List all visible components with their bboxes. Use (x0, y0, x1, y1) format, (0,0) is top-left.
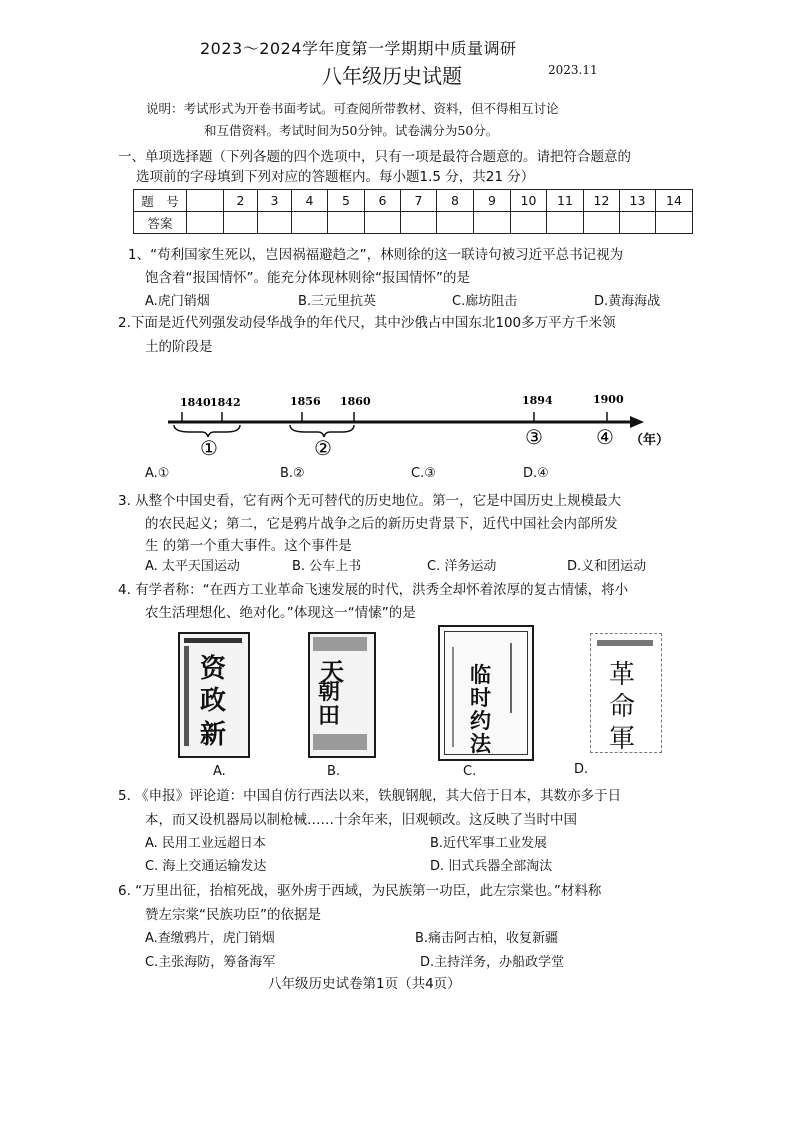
q5-option-a[interactable]: A. 民用工业远超日本 (145, 836, 266, 851)
answer-cell[interactable] (187, 212, 224, 234)
q6-option-b[interactable]: B.痛击阿古柏，收复新疆 (415, 931, 559, 946)
q6-option-d[interactable]: D.主持洋务，办船政学堂 (420, 955, 565, 970)
cover-glyph: 新 (200, 720, 227, 750)
table-row-label: 答案 (134, 212, 187, 234)
q5-option-c[interactable]: C. 海上交通运输发达 (145, 859, 267, 874)
question-number-cell: 8 (437, 190, 474, 212)
exam-title-line1: 2023～2024学年度第一学期期中质量调研 (200, 39, 517, 58)
answer-cell[interactable] (511, 212, 547, 234)
q6-option-c[interactable]: C.主张海防，筹备海军 (145, 955, 276, 970)
q2-option-d[interactable]: D.④ (523, 466, 549, 481)
question-number-cell: 7 (401, 190, 437, 212)
q1-option-d[interactable]: D.黄海海战 (594, 294, 661, 309)
cover-glyph: 临 (470, 662, 491, 687)
answer-cell[interactable] (656, 212, 693, 234)
q5-stem-line1: 5. 《申报》评论道：中国自仿行西法以来，铁舰钢舰，其大倍于日本，其数亦多于日 (118, 788, 622, 804)
question-number-cell: 9 (474, 190, 511, 212)
q2-timeline (160, 385, 700, 465)
cover-glyph: 约 (470, 708, 491, 733)
book-cover-a[interactable] (178, 632, 250, 758)
q6-stem-line2: 赞左宗棠“民族功臣”的依据是 (145, 907, 321, 923)
answer-cell[interactable] (584, 212, 620, 234)
book-cover-d[interactable] (590, 633, 662, 753)
year-label: 1860 (340, 395, 371, 408)
table-row-label: 题 号 (134, 190, 187, 212)
q2-option-c[interactable]: C.③ (411, 466, 436, 481)
q6-stem-line1: 6. “万里出征，抬棺死战，驱外虏于西域，为民族第一功臣，此左宗棠也。”材料称 (118, 883, 602, 899)
cover-glyph: 政 (200, 686, 227, 716)
question-number-cell: 4 (292, 190, 328, 212)
cover-glyph: 天 (320, 657, 344, 686)
q3-stem-line1: 3. 从整个中国史看，它有两个无可替代的历史地位。第一，它是中国历史上规模最大 (118, 493, 622, 509)
question-number-cell: 13 (620, 190, 656, 212)
q4-option-d[interactable]: D. (574, 762, 589, 777)
answer-cell[interactable] (224, 212, 258, 234)
instructions-line1: 说明：考试形式为开卷书面考试。可查阅所带教材、资料，但不得相互讨论 (146, 101, 559, 116)
cover-vertical-text-line (510, 643, 512, 713)
exam-date: 2023.11 (548, 63, 598, 77)
instructions-line2: 和互借资料。考试时间为50分钟。试卷满分为50分。 (204, 123, 499, 138)
timeline-unit: （年） (630, 433, 670, 448)
question-number-cell: 10 (511, 190, 547, 212)
q4-option-a[interactable]: A. (213, 764, 226, 779)
q4-stem-line2: 农生活理想化、绝对化。”体现这一“情愫”的是 (145, 605, 416, 621)
q1-option-b[interactable]: B.三元里抗英 (298, 294, 377, 309)
q2-stem-line2: 土的阶段是 (145, 339, 213, 355)
question-number-cell: 11 (547, 190, 584, 212)
question-number-cell: 3 (258, 190, 292, 212)
q4-option-b[interactable]: B. (327, 764, 341, 779)
cover-glyph: 资 (200, 654, 227, 684)
cover-glyph: 革 (609, 660, 636, 690)
q5-option-b[interactable]: B.近代军事工业发展 (430, 836, 548, 851)
cover-pattern-bottom (313, 734, 367, 750)
q2-option-a[interactable]: A.① (145, 466, 170, 481)
question-number-cell: 14 (656, 190, 693, 212)
timeline-arrow-icon (630, 416, 644, 428)
question-number-cell: 12 (584, 190, 620, 212)
book-cover-c[interactable] (438, 625, 534, 761)
q1-stem-line1: 1、“苟利国家生死以，岂因祸福避趋之”，林则徐的这一联诗句被习近平总书记视为 (128, 247, 624, 263)
answer-cell[interactable] (365, 212, 401, 234)
question-number-cell: 2 (224, 190, 258, 212)
cover-glyph: 朝田 (318, 679, 341, 729)
year-label: 1900 (593, 393, 624, 406)
q5-option-d[interactable]: D. 旧式兵器全部淘汰 (430, 859, 553, 874)
cover-glyph: 时 (470, 685, 491, 710)
section-heading-line2: 选项前的字母填到下列对应的答题框内。每小题1.5 分，共21 分） (136, 169, 535, 185)
q3-option-c[interactable]: C. 洋务运动 (427, 559, 497, 574)
q3-stem-line2: 的农民起义；第二，它是鸦片战争之后的新历史背景下，近代中国社会内部所发 (145, 516, 618, 532)
timeline-marker: ③ (525, 425, 543, 449)
answer-cell[interactable] (547, 212, 584, 234)
page-footer: 八年级历史试卷第1页（共4页） (268, 976, 461, 992)
timeline-marker: ④ (596, 425, 614, 449)
cover-glyph: 軍 (609, 724, 636, 754)
timeline-marker: ② (314, 436, 332, 460)
answer-cell[interactable] (620, 212, 656, 234)
answer-cell[interactable] (474, 212, 511, 234)
cover-glyph: 法 (470, 731, 491, 756)
cover-header-strip (597, 640, 653, 646)
section-heading-line1: 一、单项选择题（下列各题的四个选项中，只有一项是最符合题意的。请把符合题意的 (118, 149, 631, 165)
q6-option-a[interactable]: A.查缴鸦片，虎门销烟 (145, 931, 275, 946)
answer-cell[interactable] (258, 212, 292, 234)
cover-pattern-top (313, 637, 367, 651)
q5-stem-line2: 本，而又设机器局以制枪械……十余年来，旧观顿改。这反映了当时中国 (145, 812, 577, 828)
cover-vertical-text-line (452, 647, 454, 747)
q3-option-a[interactable]: A. 太平天国运动 (145, 559, 240, 574)
year-label: 1856 (290, 395, 321, 408)
q1-option-a[interactable]: A.虎门销烟 (145, 294, 210, 309)
answer-table-number-row (134, 190, 693, 212)
cover-header-strip (184, 638, 242, 643)
answer-table (133, 189, 693, 234)
q4-stem-line1: 4. 有学者称：“在西方工业革命飞速发展的时代，洪秀全却怀着浓厚的复古情愫，将小 (118, 582, 629, 598)
book-cover-b[interactable] (308, 632, 376, 758)
question-number-cell: 6 (365, 190, 401, 212)
year-label: 1842 (210, 396, 241, 409)
q2-stem-line1: 2.下面是近代列强发动侵华战争的年代尺，其中沙俄占中国东北100多万平方千米领 (118, 315, 616, 331)
answer-cell[interactable] (328, 212, 365, 234)
year-label: 1840 (180, 396, 211, 409)
answer-cell[interactable] (437, 212, 474, 234)
question-number-cell: 5 (328, 190, 365, 212)
q3-option-b[interactable]: B. 公车上书 (292, 559, 362, 574)
answer-cell[interactable] (401, 212, 437, 234)
timeline-marker: ① (200, 436, 218, 460)
exam-title-line2: 八年级历史试题 (322, 64, 462, 88)
q3-option-d[interactable]: D.义和团运动 (567, 559, 647, 574)
answer-table-answer-row (134, 212, 693, 234)
year-label: 1894 (522, 394, 553, 407)
answer-cell[interactable] (292, 212, 328, 234)
q3-stem-line3: 生 的第一个重大事件。这个事件是 (145, 538, 352, 554)
cover-glyph: 命 (609, 692, 636, 722)
q1-stem-line2: 饱含着“报国情怀”。能充分体现林则徐“报国情怀”的是 (145, 270, 470, 286)
cover-side-strip (184, 646, 189, 746)
q2-option-b[interactable]: B.② (280, 466, 305, 481)
q1-option-c[interactable]: C.廊坊阻击 (452, 294, 518, 309)
q4-option-c[interactable]: C. (463, 764, 477, 779)
question-number-cell (187, 190, 224, 212)
